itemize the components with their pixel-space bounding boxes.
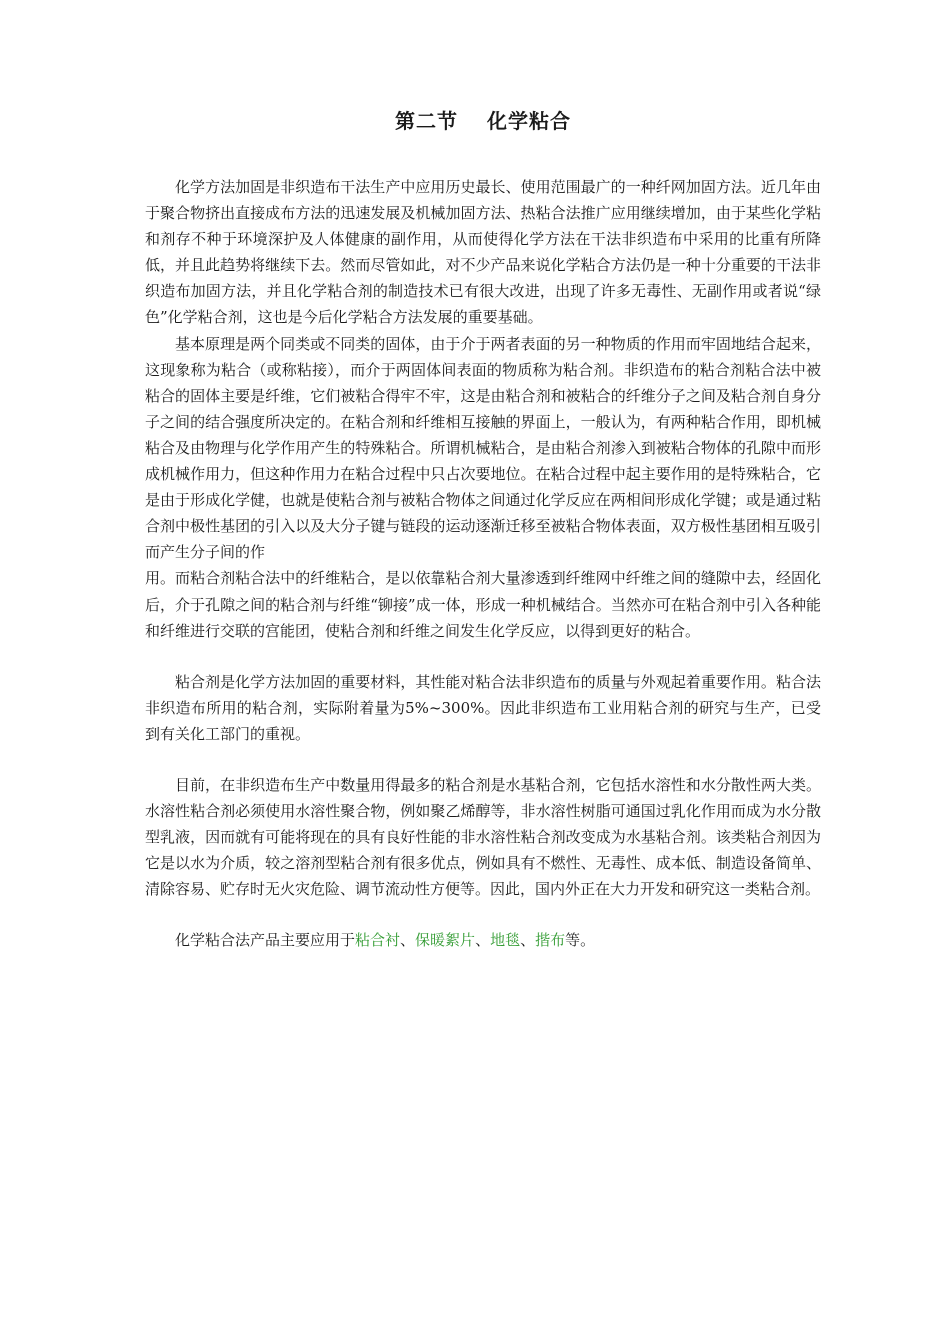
paragraph-applications xyxy=(145,927,821,953)
document-body xyxy=(145,174,821,954)
link-carpet[interactable]: 地毯 xyxy=(490,931,521,950)
paragraph-principle-continued: 用。而粘合剂粘合法中的纤维粘合，是以依靠粘合剂大量渗透到纤维网中纤维之间的缝隙中去，经固化后，介于孔隙之间的粘合剂与纤维“铆接”成一体，形成一种机械结合。当然亦可在粘合剂中引入各种能和纤维进行交联的宫能团，使粘合剂和纤维之间发生化学反应，以得到更好的粘合。 xyxy=(145,569,821,640)
separator: 、 xyxy=(475,931,491,950)
paragraph-principle: 基本原理是两个同类或不同类的固体，由于介于两者表面的另一种物质的作用而牢固地结合起来，这现象称为粘合（或称粘接），而介于两固体间表面的物质称为粘合剂。非织造布的粘合剂粘合法中被粘合的固体主要是纤维，它们被粘合得牢不牢，这是由粘合剂和被粘合的纤维分子之间及粘合剂自身分子之间的结合强度所决定的。在粘合剂和纤维相互接触的界面上，一般认为，有两种粘合作用，即机械粘合及由物理与化学作用产生的特殊粘合。所谓机械粘合，是由粘合剂渗入到被粘合物体的孔隙中而形成机械作用力，但这种作用力在粘合过程中只占次要地位。在粘合过程中起主要作用的是特殊粘合，它是由于形成化学健，也就是使粘合剂与被粘合物体之间通过化学反应在两相间形成化学键；或是通过粘合剂中极性基团的引入以及大分子键与链段的运动逐渐迁移至被粘合物体表面，双方极性基团相互吸引而产生分子间的作 xyxy=(145,334,821,562)
applications-prefix: 化学粘合法产品主要应用于 xyxy=(175,931,356,950)
link-wiping-cloth[interactable]: 揩布 xyxy=(535,931,566,950)
page-title: 第二节 化学粘合 xyxy=(395,109,571,133)
separator: 、 xyxy=(400,931,416,950)
paragraph-intro: 化学方法加固是非织造布干法生产中应用历史最长、使用范围最广的一种纤网加固方法。近几年由于聚合物挤出直接成布方法的迅速发展及机械加固方法、热粘合法推广应用继续增加，由于某些化学粘和剂存不种于环境深护及人体健康的副作用，从而使得化学方法在干法非织造布中采用的比重有所降低，并且此趋势将继续下去。然而尽管如此，对不少产品来说化学粘合方法仍是一种十分重要的干法非织造布加固方法，并且化学粘合剂的制造技术已有很大改进，出现了许多无毒性、无副作用或者说“绿色”化学粘合剂，这也是今后化学粘合方法发展的重要基础。 xyxy=(145,178,821,327)
separator: 、 xyxy=(520,931,536,950)
link-thermal-wadding[interactable]: 保暖絮片 xyxy=(415,931,476,950)
paragraph-water-based-binder: 目前，在非织造布生产中数量用得最多的粘合剂是水基粘合剂，它包括水溶性和水分散性两大类。水溶性粘合剂必须使用水溶性聚合物，例如聚乙烯醇等，非水溶性树脂可通国过乳化作用而成为水分散型乳液，因而就有可能将现在的具有良好性能的非水溶性粘合剂改变成为水基粘合剂。该类粘合剂因为它是以水为介质，较之溶剂型粘合剂有很多优点，例如具有不燃性、无毒性、成本低、制造设备简单、清除容易、贮存时无火灾危险、调节流动性方便等。因此，国内外正在大力开发和研究这一类粘合剂。 xyxy=(145,775,821,899)
paragraph-binder-importance: 粘合剂是化学方法加固的重要材料，其性能对粘合法非织造布的质量与外观起着重要作用。粘合法非织造布所用的粘合剂，实际附着量为5%~300%。因此非织造布工业用粘合剂的研究与生产，已受到有关化工部门的重视。 xyxy=(145,672,821,743)
link-interlining[interactable]: 粘合衬 xyxy=(355,931,401,950)
applications-suffix: 等。 xyxy=(565,931,596,950)
